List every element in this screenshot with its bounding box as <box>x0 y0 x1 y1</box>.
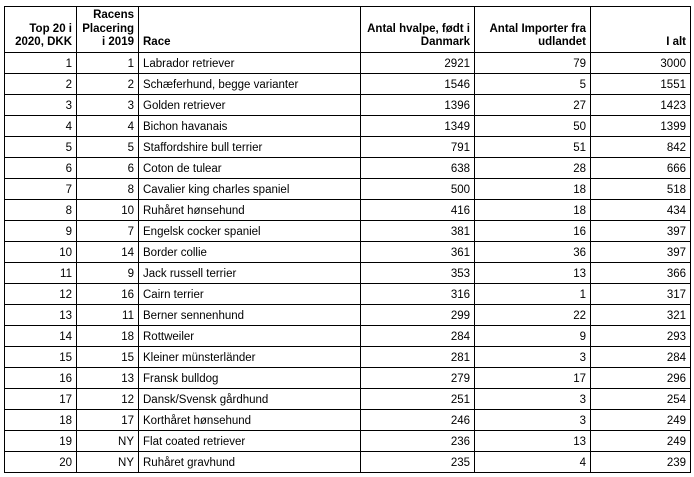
cell-placering-2019: 16 <box>77 283 139 304</box>
cell-placering-2019: 2 <box>77 73 139 94</box>
cell-top20-2020: 4 <box>5 115 77 136</box>
table-row <box>5 73 691 94</box>
cell-imports: 3 <box>475 409 591 430</box>
cell-imports: 22 <box>475 304 591 325</box>
cell-total: 1399 <box>591 115 691 136</box>
table-row <box>5 115 691 136</box>
cell-imports: 79 <box>475 52 591 73</box>
cell-imports: 3 <box>475 388 591 409</box>
cell-race: Border collie <box>139 241 361 262</box>
cell-race: Staffordshire bull terrier <box>139 136 361 157</box>
table-row <box>5 52 691 73</box>
cell-total: 518 <box>591 178 691 199</box>
cell-race: Cairn terrier <box>139 283 361 304</box>
cell-imports: 3 <box>475 346 591 367</box>
cell-total: 284 <box>591 346 691 367</box>
cell-puppies-denmark: 279 <box>361 367 475 388</box>
cell-top20-2020: 8 <box>5 199 77 220</box>
cell-puppies-denmark: 1396 <box>361 94 475 115</box>
table-row <box>5 157 691 178</box>
cell-total: 239 <box>591 451 691 472</box>
cell-top20-2020: 15 <box>5 346 77 367</box>
cell-imports: 36 <box>475 241 591 262</box>
cell-placering-2019: 11 <box>77 304 139 325</box>
cell-placering-2019: 1 <box>77 52 139 73</box>
cell-top20-2020: 9 <box>5 220 77 241</box>
cell-total: 254 <box>591 388 691 409</box>
cell-total: 397 <box>591 241 691 262</box>
cell-race: Schæferhund, begge varianter <box>139 73 361 94</box>
table-row <box>5 430 691 451</box>
table-row <box>5 283 691 304</box>
cell-placering-2019: NY <box>77 430 139 451</box>
cell-top20-2020: 5 <box>5 136 77 157</box>
table-row <box>5 136 691 157</box>
cell-puppies-denmark: 638 <box>361 157 475 178</box>
cell-puppies-denmark: 353 <box>361 262 475 283</box>
cell-imports: 27 <box>475 94 591 115</box>
cell-race: Ruhåret hønsehund <box>139 199 361 220</box>
cell-total: 293 <box>591 325 691 346</box>
table-header <box>5 7 691 53</box>
cell-top20-2020: 19 <box>5 430 77 451</box>
cell-race: Kleiner münsterländer <box>139 346 361 367</box>
cell-puppies-denmark: 791 <box>361 136 475 157</box>
column-header-puppies-denmark: Antal hvalpe, født i Danmark <box>361 7 475 53</box>
cell-total: 3000 <box>591 52 691 73</box>
cell-puppies-denmark: 381 <box>361 220 475 241</box>
table-row <box>5 241 691 262</box>
table-header-row <box>5 7 691 53</box>
cell-top20-2020: 14 <box>5 325 77 346</box>
cell-top20-2020: 12 <box>5 283 77 304</box>
cell-imports: 13 <box>475 262 591 283</box>
cell-top20-2020: 17 <box>5 388 77 409</box>
table-row <box>5 367 691 388</box>
table-row <box>5 304 691 325</box>
cell-top20-2020: 13 <box>5 304 77 325</box>
column-header-race: Race <box>139 7 361 53</box>
cell-race: Korthåret hønsehund <box>139 409 361 430</box>
cell-top20-2020: 20 <box>5 451 77 472</box>
cell-imports: 17 <box>475 367 591 388</box>
cell-race: Ruhåret gravhund <box>139 451 361 472</box>
cell-total: 397 <box>591 220 691 241</box>
cell-placering-2019: 3 <box>77 94 139 115</box>
cell-puppies-denmark: 246 <box>361 409 475 430</box>
cell-top20-2020: 16 <box>5 367 77 388</box>
cell-puppies-denmark: 1546 <box>361 73 475 94</box>
cell-placering-2019: 9 <box>77 262 139 283</box>
table-row <box>5 262 691 283</box>
cell-race: Fransk bulldog <box>139 367 361 388</box>
cell-top20-2020: 18 <box>5 409 77 430</box>
cell-puppies-denmark: 361 <box>361 241 475 262</box>
cell-placering-2019: 12 <box>77 388 139 409</box>
cell-race: Flat coated retriever <box>139 430 361 451</box>
cell-race: Jack russell terrier <box>139 262 361 283</box>
table-row <box>5 325 691 346</box>
cell-top20-2020: 3 <box>5 94 77 115</box>
cell-placering-2019: 4 <box>77 115 139 136</box>
cell-total: 321 <box>591 304 691 325</box>
table-row <box>5 94 691 115</box>
cell-puppies-denmark: 251 <box>361 388 475 409</box>
table-row <box>5 451 691 472</box>
cell-imports: 4 <box>475 451 591 472</box>
cell-race: Golden retriever <box>139 94 361 115</box>
cell-placering-2019: 15 <box>77 346 139 367</box>
table-row <box>5 199 691 220</box>
cell-puppies-denmark: 236 <box>361 430 475 451</box>
cell-top20-2020: 1 <box>5 52 77 73</box>
table-row <box>5 346 691 367</box>
cell-imports: 18 <box>475 199 591 220</box>
cell-race: Bichon havanais <box>139 115 361 136</box>
table-row <box>5 388 691 409</box>
cell-imports: 1 <box>475 283 591 304</box>
column-header-imports: Antal Importer fra udlandet <box>475 7 591 53</box>
cell-total: 249 <box>591 409 691 430</box>
cell-placering-2019: 17 <box>77 409 139 430</box>
cell-placering-2019: 8 <box>77 178 139 199</box>
cell-top20-2020: 11 <box>5 262 77 283</box>
cell-total: 666 <box>591 157 691 178</box>
table-body <box>5 52 691 472</box>
cell-race: Engelsk cocker spaniel <box>139 220 361 241</box>
cell-top20-2020: 7 <box>5 178 77 199</box>
cell-puppies-denmark: 416 <box>361 199 475 220</box>
cell-imports: 16 <box>475 220 591 241</box>
cell-placering-2019: 18 <box>77 325 139 346</box>
table-row <box>5 409 691 430</box>
cell-total: 1423 <box>591 94 691 115</box>
cell-total: 317 <box>591 283 691 304</box>
cell-race: Labrador retriever <box>139 52 361 73</box>
cell-puppies-denmark: 299 <box>361 304 475 325</box>
cell-top20-2020: 6 <box>5 157 77 178</box>
dog-breed-statistics-table <box>4 6 691 473</box>
cell-placering-2019: 10 <box>77 199 139 220</box>
cell-imports: 28 <box>475 157 591 178</box>
cell-puppies-denmark: 281 <box>361 346 475 367</box>
cell-race: Rottweiler <box>139 325 361 346</box>
cell-puppies-denmark: 500 <box>361 178 475 199</box>
cell-placering-2019: 13 <box>77 367 139 388</box>
column-header-placering-2019: Racens Placering i 2019 <box>77 7 139 53</box>
cell-imports: 13 <box>475 430 591 451</box>
cell-puppies-denmark: 316 <box>361 283 475 304</box>
cell-total: 842 <box>591 136 691 157</box>
cell-placering-2019: 7 <box>77 220 139 241</box>
cell-race: Cavalier king charles spaniel <box>139 178 361 199</box>
cell-total: 434 <box>591 199 691 220</box>
table-row <box>5 178 691 199</box>
column-header-top20-2020: Top 20 i 2020, DKK <box>5 7 77 53</box>
cell-total: 366 <box>591 262 691 283</box>
cell-total: 1551 <box>591 73 691 94</box>
table-row <box>5 220 691 241</box>
cell-puppies-denmark: 284 <box>361 325 475 346</box>
cell-placering-2019: 14 <box>77 241 139 262</box>
cell-race: Coton de tulear <box>139 157 361 178</box>
cell-placering-2019: 6 <box>77 157 139 178</box>
cell-imports: 9 <box>475 325 591 346</box>
cell-imports: 51 <box>475 136 591 157</box>
cell-placering-2019: 5 <box>77 136 139 157</box>
cell-imports: 18 <box>475 178 591 199</box>
cell-total: 249 <box>591 430 691 451</box>
cell-puppies-denmark: 1349 <box>361 115 475 136</box>
cell-imports: 5 <box>475 73 591 94</box>
cell-top20-2020: 10 <box>5 241 77 262</box>
cell-puppies-denmark: 235 <box>361 451 475 472</box>
cell-imports: 50 <box>475 115 591 136</box>
cell-total: 296 <box>591 367 691 388</box>
cell-race: Dansk/Svensk gårdhund <box>139 388 361 409</box>
cell-race: Berner sennenhund <box>139 304 361 325</box>
cell-puppies-denmark: 2921 <box>361 52 475 73</box>
column-header-total: I alt <box>591 7 691 53</box>
cell-placering-2019: NY <box>77 451 139 472</box>
cell-top20-2020: 2 <box>5 73 77 94</box>
